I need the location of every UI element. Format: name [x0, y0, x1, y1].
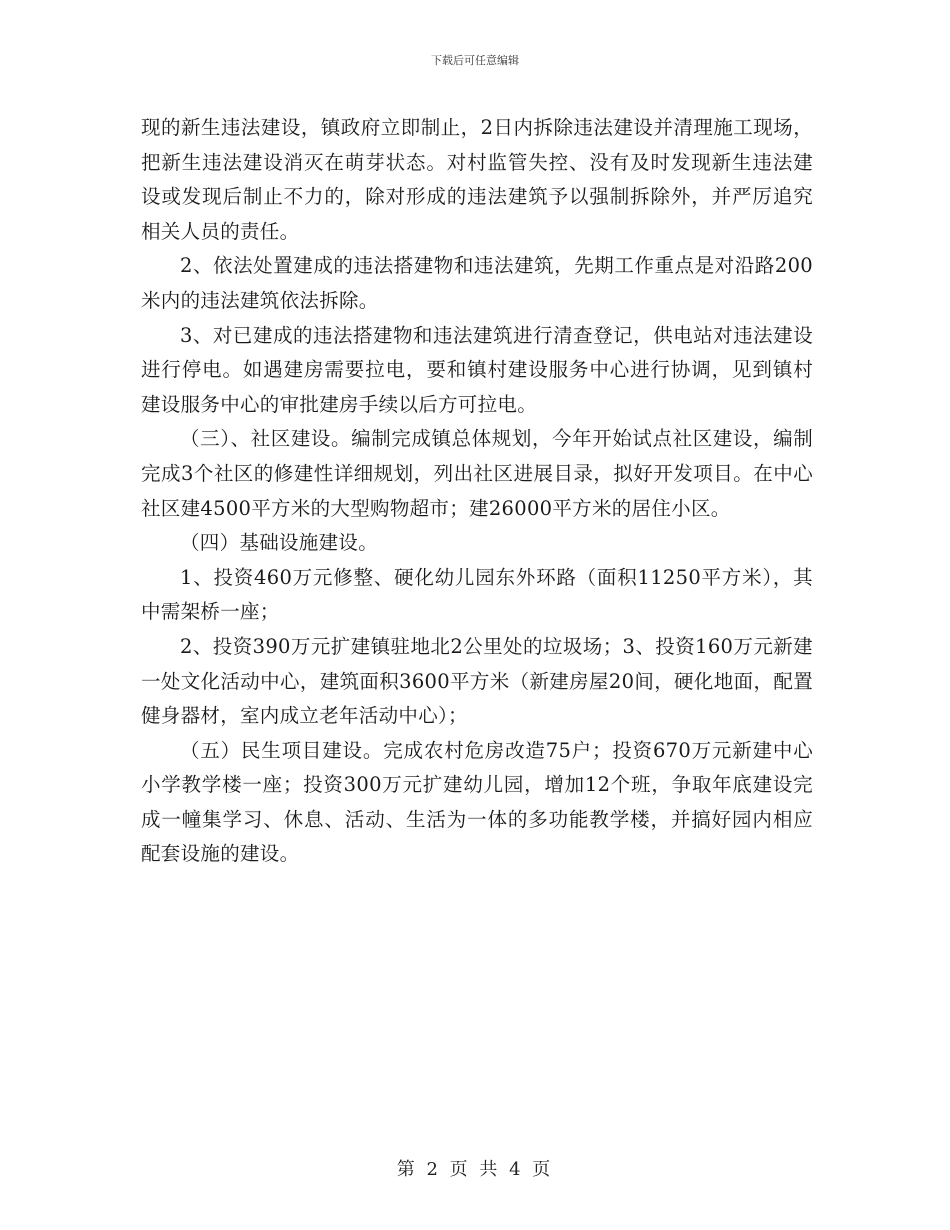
page-number-footer: 第 2 页 共 4 页 — [396, 1159, 554, 1180]
paragraph-item-3: 3、对已建成的违法搭建物和违法建筑进行清查登记，供电站对违法建设进行停电。如遇建房需要拉电，要和镇村建设服务中心进行协调，见到镇村建设服务中心的审批建房手续以后方可拉电。 — [141, 323, 813, 416]
paragraph-community-construction: （三）、社区建设。编制完成镇总体规划，今年开始试点社区建设，编制完成3个社区的修建性详细规划，列出社区进展目录，拟好开发项目。在中心社区建4500平方米的大型购物超市；建26000平方米的居住小区。 — [141, 427, 813, 520]
paragraph-infrastructure-item-2-3: 2、投资390万元扩建镇驻地北2公里处的垃圾场；3、投资160万元新建一处文化活动中心，建筑面积3600平方米（新建房屋20间，硬化地面，配置健身器材，室内成立老年活动中心）； — [141, 634, 813, 728]
section-heading-infrastructure: （四）基础设施建设。 — [180, 531, 379, 555]
paragraph-item-2: 2、依法处置建成的违法搭建物和违法建筑，先期工作重点是对沿路200米内的违法建筑依法拆除。 — [141, 254, 813, 312]
paragraph-infrastructure-item-1: 1、投资460万元修整、硬化幼儿园东外环路（面积11250平方米），其中需架桥一座； — [141, 565, 813, 624]
paragraph-continuation: 现的新生违法建设，镇政府立即制止，2日内拆除违法建设并清理施工现场，把新生违法建设消灭在萌芽状态。对村监管失控、没有及时发现新生违法建设或发现后制止不力的，除对形成的违法建筑予以强制拆除外，并严厉追究相关人员的责任。 — [141, 116, 813, 243]
page-header: 下载后可任意编辑 — [431, 54, 519, 67]
paragraph-livelihood-projects: （五）民生项目建设。完成农村危房改造75户；投资670万元新建中心小学教学楼一座；投资300万元扩建幼儿园，增加12个班，争取年底建设完成一幢集学习、休息、活动、生活为一体的多功能教学楼，并搞好园内相应配套设施的建设。 — [141, 738, 813, 866]
document-body — [141, 111, 813, 872]
